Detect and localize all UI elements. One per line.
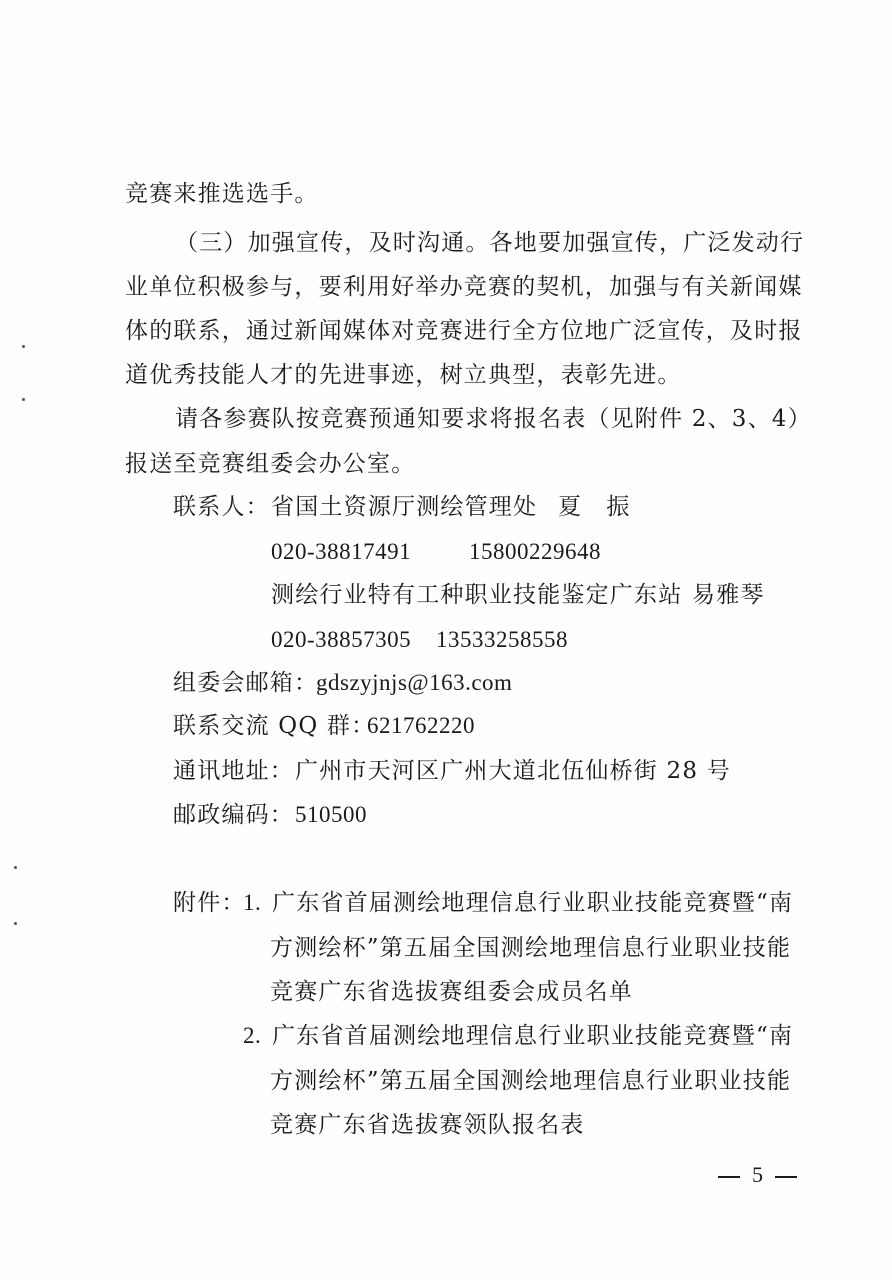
section3-line3: 体的联系，通过新闻媒体对竞赛进行全方位地广泛宣传，及时报 [125,318,803,344]
attachment-1-line2: 方测绘杯”第五届全国测绘地理信息行业职业技能 [270,935,792,961]
attachment-2-line1: 广东省首届测绘地理信息行业职业技能竞赛暨“南 [272,1023,794,1049]
contact-person2-name: 易雅琴 [692,582,765,608]
qq-value: 621762220 [367,713,475,738]
request-line1: 请各参赛队按竞赛预通知要求将报名表（见附件 2、3、4） [175,406,812,432]
address-label: 通讯地址： [173,758,294,784]
section3-line4: 道优秀技能人才的先进事迹，树立典型，表彰先进。 [125,362,682,388]
attachments-label: 附件： [173,890,246,916]
section3-line1: （三）加强宣传，及时沟通。各地要加强宣传，广泛发动行 [175,230,805,256]
qq-label: 联系交流 QQ 群： [173,713,376,739]
contact-person2-org: 测绘行业特有工种职业技能鉴定广东站 [271,582,683,608]
contact-person2-phone1: 020-38857305 [271,627,412,652]
section3-line2: 业单位积极参与，要利用好举办竞赛的契机，加强与有关新闻媒 [125,274,803,300]
margin-speck [22,345,25,348]
contact-person1-phone1: 020-38817491 [271,539,412,564]
contact-person2-phone2: 13533258558 [436,627,568,652]
paragraph-end: 竞赛来推选选手。 [125,181,319,207]
email-value: gdszyjnjs@163.com [316,670,513,695]
dash-left [718,1176,740,1178]
attachment-2-line2: 方测绘杯”第五届全国测绘地理信息行业职业技能 [270,1068,792,1094]
postcode-label: 邮政编码： [173,802,294,828]
address-value: 广州市天河区广州大道北伍仙桥街 28 号 [295,758,731,784]
margin-speck [14,922,17,925]
contact-person1-name: 夏 振 [558,494,631,520]
dash-right [775,1176,797,1178]
attachment-1-line3: 竞赛广东省选拔赛组委会成员名单 [270,979,633,1005]
email-label: 组委会邮箱： [173,670,319,696]
margin-speck [22,398,25,401]
contact-person1-org: 省国土资源厅测绘管理处 [271,494,538,520]
request-line2: 报送至竞赛组委会办公室。 [125,451,416,477]
attachment-2-line3: 竞赛广东省选拔赛领队报名表 [270,1112,585,1138]
attachment-2-number: 2. [243,1023,262,1048]
attachment-1-number: 1. [243,890,262,915]
contact-person1-phone2: 15800229648 [469,539,601,564]
postcode-value: 510500 [295,802,367,827]
page-number [706,1160,809,1190]
attachment-1-line1: 广东省首届测绘地理信息行业职业技能竞赛暨“南 [272,890,794,916]
margin-speck [14,866,17,869]
page-number-value: 5 [752,1162,763,1187]
contact-label: 联系人： [173,494,270,520]
